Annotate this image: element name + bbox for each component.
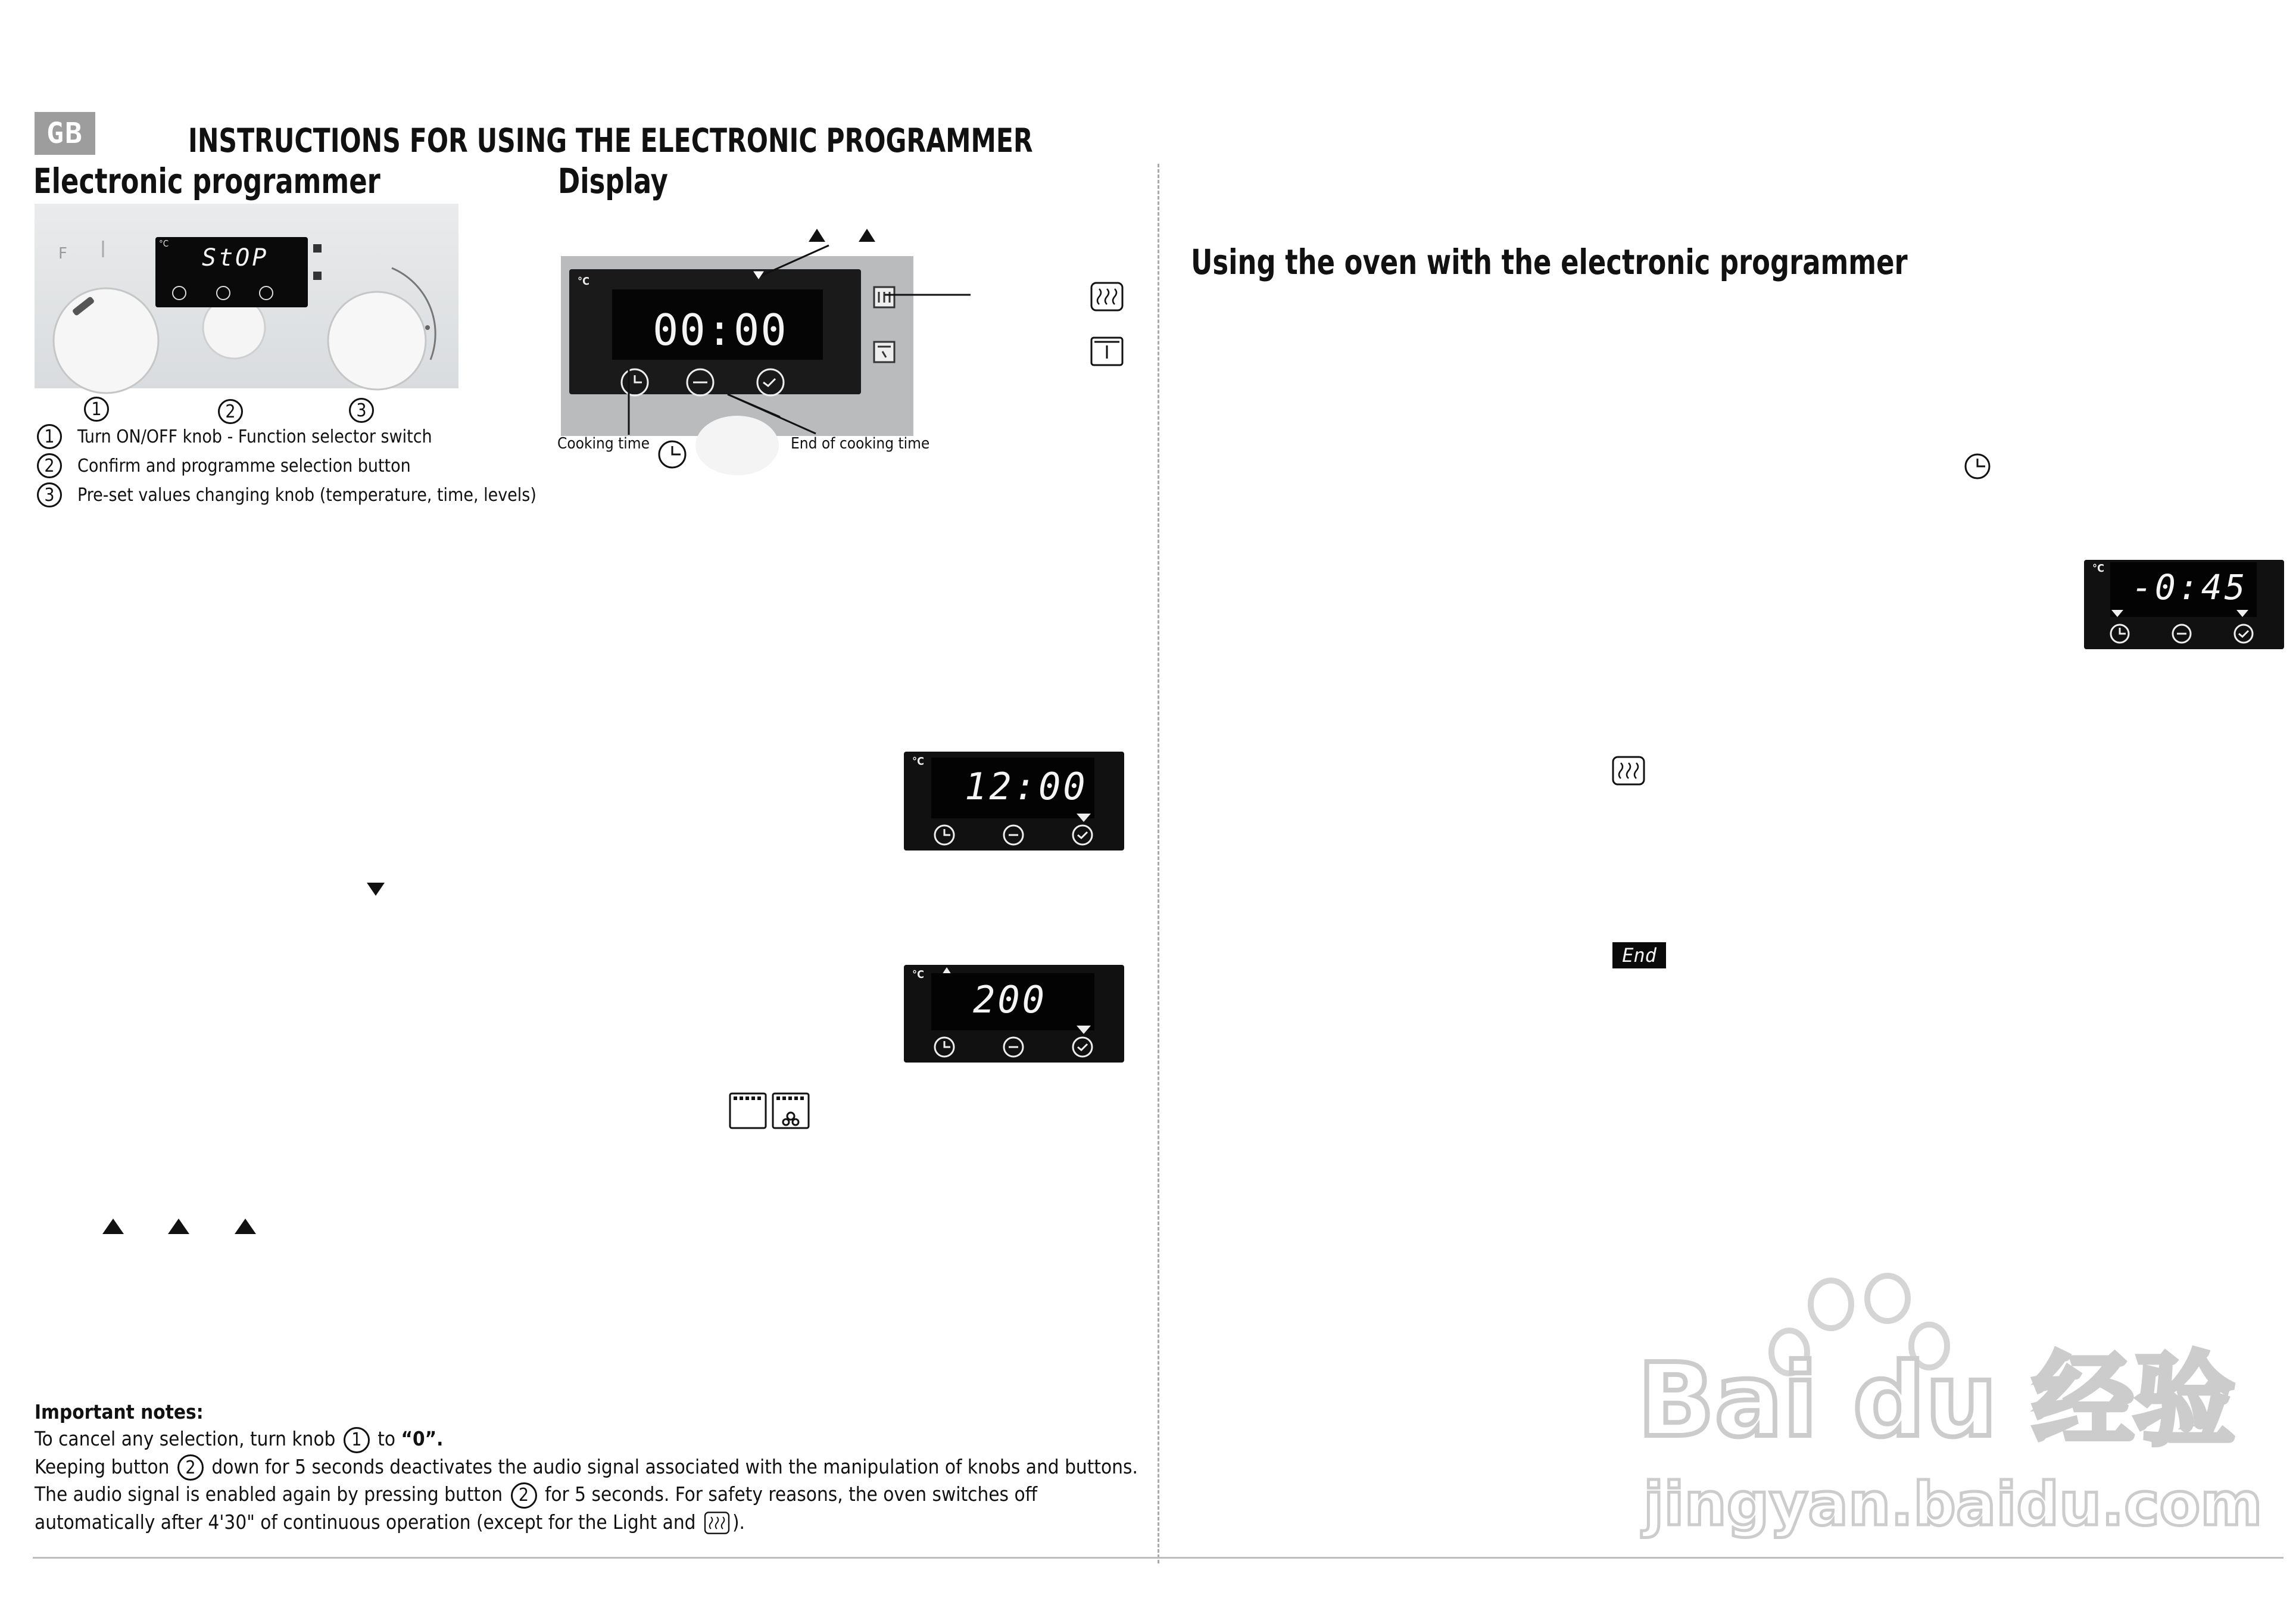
clock-lcd [904,752,1124,850]
countdown-lcd-icons [2084,605,2284,649]
arrow-down-icon [1077,814,1091,822]
arrow-down-icon [1077,1026,1091,1034]
countdown-lcd [2084,560,2284,649]
note-line: Keeping button 2 down for 5 seconds deactivates the audio signal associated with the manipulation of knobs and buttons. [35,1453,1138,1481]
legend-number: 2 [37,453,62,478]
svg-text:F: F [58,245,67,263]
knob-number-3: 3 [349,398,374,423]
temperature-lcd-value: 200 [973,978,1047,1021]
electronic-programmer-heading: Electronic programmer [33,161,380,201]
knob-number-2: 2 [218,399,243,424]
notes-heading: Important notes: [35,1400,204,1423]
legend-item [37,424,432,449]
clock-lcd-icons [904,804,1124,850]
cooking-time-clock-icon [1963,451,1992,481]
legend-item [37,453,411,478]
display-lcd-value: 00:00 [653,305,788,355]
knob-number-ref: 1 [344,1427,370,1453]
watermark-brand: Bai du 经验 [1637,1342,2235,1460]
conventional-oven-icon [730,1094,766,1128]
arrow-down-icon [2111,610,2123,617]
value-knob [328,292,426,390]
column-divider [1158,164,1159,1563]
cooking-time-clock-icon [656,438,688,471]
countdown-lcd-unit: °C [2092,562,2104,575]
end-of-cooking-time-label: End of cooking time [791,435,930,453]
end-indicator: End [1612,942,1666,968]
arrow-down-icon [364,880,388,898]
important-notes [35,1398,1138,1535]
fan-oven-icon [773,1094,809,1128]
arrow-up-icon [102,1219,124,1234]
watermark-url: jingyan.baidu.com [1643,1469,2263,1539]
legend-item [37,482,536,507]
button-number-ref: 2 [177,1454,204,1481]
display-lcd-unit: °C [578,275,589,288]
display-heading: Display [558,161,668,201]
baidu-watermark [1631,1281,2263,1539]
clock-lcd-value: 12:00 [965,765,1088,808]
temperature-lcd-unit: °C [912,968,924,981]
legend-text: Pre-set values changing knob (temperature, time, levels) [77,484,536,506]
control-panel-photo [35,204,458,388]
controls-legend [37,424,549,513]
button-number-ref: 2 [511,1482,537,1509]
heat-symbol-icon [1090,281,1124,312]
panel-lcd-text: StOP [202,244,269,272]
right-section-title: Using the oven with the electronic programmer [1191,242,1908,282]
countdown-lcd-value: -0:45 [2132,567,2248,608]
note-line: To cancel any selection, turn knob 1 to “0”. [35,1425,1138,1453]
function-knob [54,288,158,393]
legend-text: Turn ON/OFF knob - Function selector switch [77,426,432,447]
temperature-lcd [904,965,1124,1063]
language-badge: GB [35,112,95,155]
arrow-down-icon [2236,610,2248,617]
panel-lcd [155,237,308,307]
page-title: INSTRUCTIONS FOR USING THE ELECTRONIC PROGRAMMER [188,122,1033,160]
display-callout-lines [554,238,1006,465]
grill-symbol-icon [1090,336,1124,367]
note-line: automatically after 4'30" of continuous operation (except for the Light and ). [35,1509,1138,1535]
clock-lcd-unit: °C [912,755,924,768]
panel-lcd-icons [171,284,296,304]
footer-rule [33,1557,2283,1559]
level-arrows [101,1215,262,1236]
heat-symbol-icon [701,1511,732,1535]
legend-number: 3 [37,482,62,507]
legend-text: Confirm and programme selection button [77,455,411,476]
heat-symbol-icon [1611,755,1647,787]
legend-number: 1 [37,424,62,449]
note-line: The audio signal is enabled again by pressing button 2 for 5 seconds. For safety reasons, the oven switches off [35,1481,1138,1509]
panel-lcd-unit: °C [159,238,169,249]
oven-function-icons [729,1092,812,1130]
knob-number-1: 1 [84,397,109,422]
arrow-up-icon [168,1219,189,1234]
temperature-lcd-icons [904,1016,1124,1063]
arrow-up-icon [235,1219,256,1234]
cooking-time-label: Cooking time [557,435,650,453]
